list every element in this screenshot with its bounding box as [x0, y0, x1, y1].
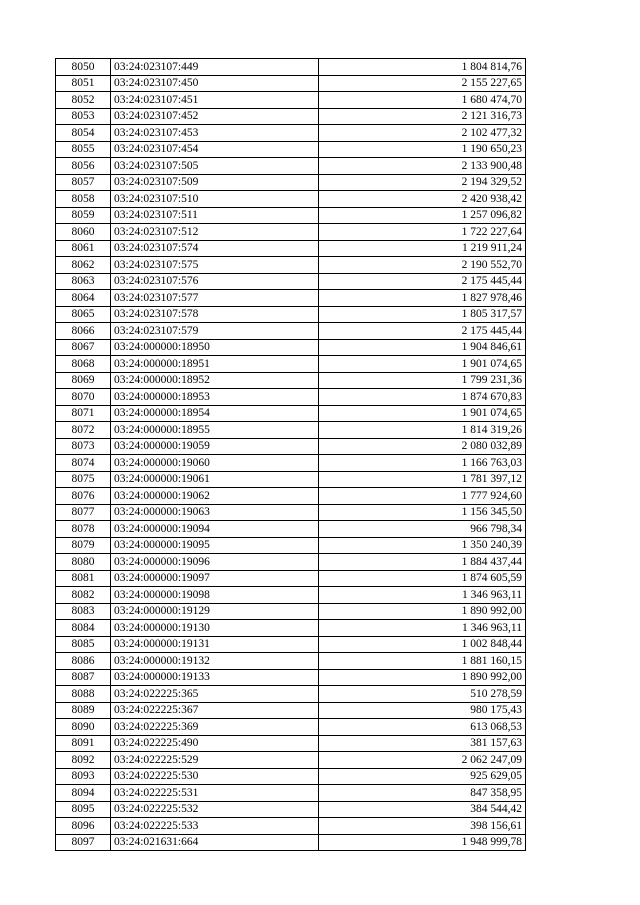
cadastral-number-cell: 03:24:022225:531	[111, 785, 319, 802]
row-number-cell: 8067	[56, 339, 111, 356]
row-number-cell: 8095	[56, 801, 111, 818]
cadastral-number-cell: 03:24:023107:449	[111, 59, 319, 76]
cadastral-number-cell: 03:24:023107:510	[111, 191, 319, 208]
table-row	[56, 455, 526, 472]
amount-cell: 1 904 846,61	[319, 339, 526, 356]
table-row	[56, 405, 526, 422]
row-number-cell: 8051	[56, 75, 111, 92]
amount-cell: 381 157,63	[319, 735, 526, 752]
amount-cell: 1 805 317,57	[319, 306, 526, 323]
cadastral-number-cell: 03:24:000000:19129	[111, 603, 319, 620]
cadastral-number-cell: 03:24:000000:19059	[111, 438, 319, 455]
row-number-cell: 8093	[56, 768, 111, 785]
table-row	[56, 570, 526, 587]
table-row	[56, 735, 526, 752]
table-row	[56, 702, 526, 719]
amount-cell: 2 420 938,42	[319, 191, 526, 208]
amount-cell: 2 175 445,44	[319, 273, 526, 290]
row-number-cell: 8052	[56, 92, 111, 109]
row-number-cell: 8061	[56, 240, 111, 257]
amount-cell: 2 133 900,48	[319, 158, 526, 175]
cadastral-number-cell: 03:24:023107:576	[111, 273, 319, 290]
row-number-cell: 8091	[56, 735, 111, 752]
table-row	[56, 438, 526, 455]
cadastral-number-cell: 03:24:022225:533	[111, 818, 319, 835]
row-number-cell: 8082	[56, 587, 111, 604]
table-row	[56, 653, 526, 670]
amount-cell: 1 156 345,50	[319, 504, 526, 521]
table-row	[56, 257, 526, 274]
table-row	[56, 389, 526, 406]
cadastral-number-cell: 03:24:021631:664	[111, 834, 319, 851]
cadastral-number-cell: 03:24:023107:451	[111, 92, 319, 109]
table-row	[56, 207, 526, 224]
row-number-cell: 8072	[56, 422, 111, 439]
row-number-cell: 8070	[56, 389, 111, 406]
row-number-cell: 8079	[56, 537, 111, 554]
cadastral-number-cell: 03:24:000000:19130	[111, 620, 319, 637]
amount-cell: 2 155 227,65	[319, 75, 526, 92]
amount-cell: 1 804 814,76	[319, 59, 526, 76]
amount-cell: 1 346 963,11	[319, 620, 526, 637]
cadastral-number-cell: 03:24:000000:19098	[111, 587, 319, 604]
row-number-cell: 8060	[56, 224, 111, 241]
row-number-cell: 8057	[56, 174, 111, 191]
row-number-cell: 8058	[56, 191, 111, 208]
row-number-cell: 8066	[56, 323, 111, 340]
table-row	[56, 620, 526, 637]
amount-cell: 1 881 160,15	[319, 653, 526, 670]
row-number-cell: 8092	[56, 752, 111, 769]
cadastral-number-cell: 03:24:023107:579	[111, 323, 319, 340]
amount-cell: 925 629,05	[319, 768, 526, 785]
cadastral-number-cell: 03:24:000000:18953	[111, 389, 319, 406]
row-number-cell: 8054	[56, 125, 111, 142]
table-row	[56, 339, 526, 356]
amount-cell: 1 901 074,65	[319, 356, 526, 373]
row-number-cell: 8059	[56, 207, 111, 224]
cadastral-number-cell: 03:24:000000:19132	[111, 653, 319, 670]
row-number-cell: 8078	[56, 521, 111, 538]
amount-cell: 1 901 074,65	[319, 405, 526, 422]
row-number-cell: 8081	[56, 570, 111, 587]
table-row	[56, 290, 526, 307]
cadastral-number-cell: 03:24:022225:367	[111, 702, 319, 719]
amount-cell: 1 781 397,12	[319, 471, 526, 488]
table-row	[56, 504, 526, 521]
amount-cell: 2 190 552,70	[319, 257, 526, 274]
table-row	[56, 59, 526, 76]
amount-cell: 1 777 924,60	[319, 488, 526, 505]
amount-cell: 966 798,34	[319, 521, 526, 538]
data-table	[55, 58, 526, 851]
cadastral-number-cell: 03:24:000000:19131	[111, 636, 319, 653]
amount-cell: 1 890 992,00	[319, 669, 526, 686]
amount-cell: 1 874 605,59	[319, 570, 526, 587]
table-row	[56, 273, 526, 290]
row-number-cell: 8071	[56, 405, 111, 422]
cadastral-number-cell: 03:24:000000:19062	[111, 488, 319, 505]
table-row	[56, 587, 526, 604]
amount-cell: 1 257 096,82	[319, 207, 526, 224]
table-row	[56, 488, 526, 505]
cadastral-number-cell: 03:24:000000:19095	[111, 537, 319, 554]
row-number-cell: 8062	[56, 257, 111, 274]
amount-cell: 613 068,53	[319, 719, 526, 736]
cadastral-number-cell: 03:24:000000:19063	[111, 504, 319, 521]
row-number-cell: 8050	[56, 59, 111, 76]
amount-cell: 2 121 316,73	[319, 108, 526, 125]
row-number-cell: 8065	[56, 306, 111, 323]
cadastral-number-cell: 03:24:000000:18954	[111, 405, 319, 422]
cadastral-number-cell: 03:24:000000:19094	[111, 521, 319, 538]
cadastral-number-cell: 03:24:000000:19133	[111, 669, 319, 686]
amount-cell: 1 002 848,44	[319, 636, 526, 653]
row-number-cell: 8080	[56, 554, 111, 571]
row-number-cell: 8068	[56, 356, 111, 373]
amount-cell: 398 156,61	[319, 818, 526, 835]
cadastral-number-cell: 03:24:022225:490	[111, 735, 319, 752]
table-row	[56, 471, 526, 488]
cadastral-number-cell: 03:24:023107:452	[111, 108, 319, 125]
amount-cell: 384 544,42	[319, 801, 526, 818]
amount-cell: 2 175 445,44	[319, 323, 526, 340]
table-row	[56, 768, 526, 785]
amount-cell: 1 166 763,03	[319, 455, 526, 472]
table-row	[56, 422, 526, 439]
cadastral-number-cell: 03:24:022225:532	[111, 801, 319, 818]
amount-cell: 980 175,43	[319, 702, 526, 719]
cadastral-number-cell: 03:24:000000:18950	[111, 339, 319, 356]
amount-cell: 1 799 231,36	[319, 372, 526, 389]
amount-cell: 1 948 999,78	[319, 834, 526, 851]
row-number-cell: 8083	[56, 603, 111, 620]
amount-cell: 1 190 650,23	[319, 141, 526, 158]
amount-cell: 1 874 670,83	[319, 389, 526, 406]
table-row	[56, 174, 526, 191]
table-row	[56, 834, 526, 851]
table-row	[56, 356, 526, 373]
row-number-cell: 8074	[56, 455, 111, 472]
table-row	[56, 240, 526, 257]
table-row	[56, 521, 526, 538]
cadastral-number-cell: 03:24:023107:453	[111, 125, 319, 142]
row-number-cell: 8053	[56, 108, 111, 125]
amount-cell: 1 219 911,24	[319, 240, 526, 257]
amount-cell: 2 102 477,32	[319, 125, 526, 142]
table-body	[56, 59, 526, 851]
table-row	[56, 141, 526, 158]
table-row	[56, 158, 526, 175]
row-number-cell: 8055	[56, 141, 111, 158]
table-row	[56, 75, 526, 92]
table-row	[56, 785, 526, 802]
row-number-cell: 8063	[56, 273, 111, 290]
table-row	[56, 191, 526, 208]
row-number-cell: 8087	[56, 669, 111, 686]
row-number-cell: 8097	[56, 834, 111, 851]
table-row	[56, 125, 526, 142]
cadastral-number-cell: 03:24:023107:512	[111, 224, 319, 241]
row-number-cell: 8073	[56, 438, 111, 455]
amount-cell: 2 194 329,52	[319, 174, 526, 191]
cadastral-number-cell: 03:24:023107:450	[111, 75, 319, 92]
row-number-cell: 8064	[56, 290, 111, 307]
amount-cell: 1 884 437,44	[319, 554, 526, 571]
table-row	[56, 669, 526, 686]
table-row	[56, 636, 526, 653]
table-row	[56, 306, 526, 323]
amount-cell: 2 062 247,09	[319, 752, 526, 769]
amount-cell: 1 346 963,11	[319, 587, 526, 604]
amount-cell: 2 080 032,89	[319, 438, 526, 455]
row-number-cell: 8090	[56, 719, 111, 736]
table-row	[56, 323, 526, 340]
amount-cell: 510 278,59	[319, 686, 526, 703]
amount-cell: 1 890 992,00	[319, 603, 526, 620]
table-row	[56, 92, 526, 109]
cadastral-number-cell: 03:24:023107:574	[111, 240, 319, 257]
cadastral-number-cell: 03:24:023107:505	[111, 158, 319, 175]
cadastral-number-cell: 03:24:000000:19096	[111, 554, 319, 571]
table-row	[56, 752, 526, 769]
cadastral-number-cell: 03:24:023107:511	[111, 207, 319, 224]
amount-cell: 1 680 474,70	[319, 92, 526, 109]
table-row	[56, 603, 526, 620]
row-number-cell: 8089	[56, 702, 111, 719]
amount-cell: 1 350 240,39	[319, 537, 526, 554]
row-number-cell: 8086	[56, 653, 111, 670]
cadastral-number-cell: 03:24:000000:18951	[111, 356, 319, 373]
cadastral-number-cell: 03:24:023107:454	[111, 141, 319, 158]
row-number-cell: 8075	[56, 471, 111, 488]
amount-cell: 847 358,95	[319, 785, 526, 802]
cadastral-number-cell: 03:24:023107:509	[111, 174, 319, 191]
cadastral-number-cell: 03:24:000000:19061	[111, 471, 319, 488]
cadastral-number-cell: 03:24:022225:369	[111, 719, 319, 736]
cadastral-number-cell: 03:24:000000:19060	[111, 455, 319, 472]
table-row	[56, 719, 526, 736]
table-row	[56, 372, 526, 389]
cadastral-number-cell: 03:24:023107:575	[111, 257, 319, 274]
table-row	[56, 818, 526, 835]
cadastral-number-cell: 03:24:023107:577	[111, 290, 319, 307]
row-number-cell: 8077	[56, 504, 111, 521]
cadastral-number-cell: 03:24:022225:365	[111, 686, 319, 703]
row-number-cell: 8088	[56, 686, 111, 703]
cadastral-number-cell: 03:24:023107:578	[111, 306, 319, 323]
row-number-cell: 8084	[56, 620, 111, 637]
table-row	[56, 224, 526, 241]
table-row	[56, 801, 526, 818]
row-number-cell: 8094	[56, 785, 111, 802]
cadastral-number-cell: 03:24:022225:529	[111, 752, 319, 769]
cadastral-number-cell: 03:24:000000:19097	[111, 570, 319, 587]
table-row	[56, 686, 526, 703]
amount-cell: 1 827 978,46	[319, 290, 526, 307]
amount-cell: 1 722 227,64	[319, 224, 526, 241]
cadastral-number-cell: 03:24:000000:18955	[111, 422, 319, 439]
row-number-cell: 8069	[56, 372, 111, 389]
cadastral-number-cell: 03:24:000000:18952	[111, 372, 319, 389]
row-number-cell: 8096	[56, 818, 111, 835]
row-number-cell: 8085	[56, 636, 111, 653]
row-number-cell: 8056	[56, 158, 111, 175]
table-row	[56, 108, 526, 125]
cadastral-number-cell: 03:24:022225:530	[111, 768, 319, 785]
row-number-cell: 8076	[56, 488, 111, 505]
amount-cell: 1 814 319,26	[319, 422, 526, 439]
table-row	[56, 554, 526, 571]
table-row	[56, 537, 526, 554]
